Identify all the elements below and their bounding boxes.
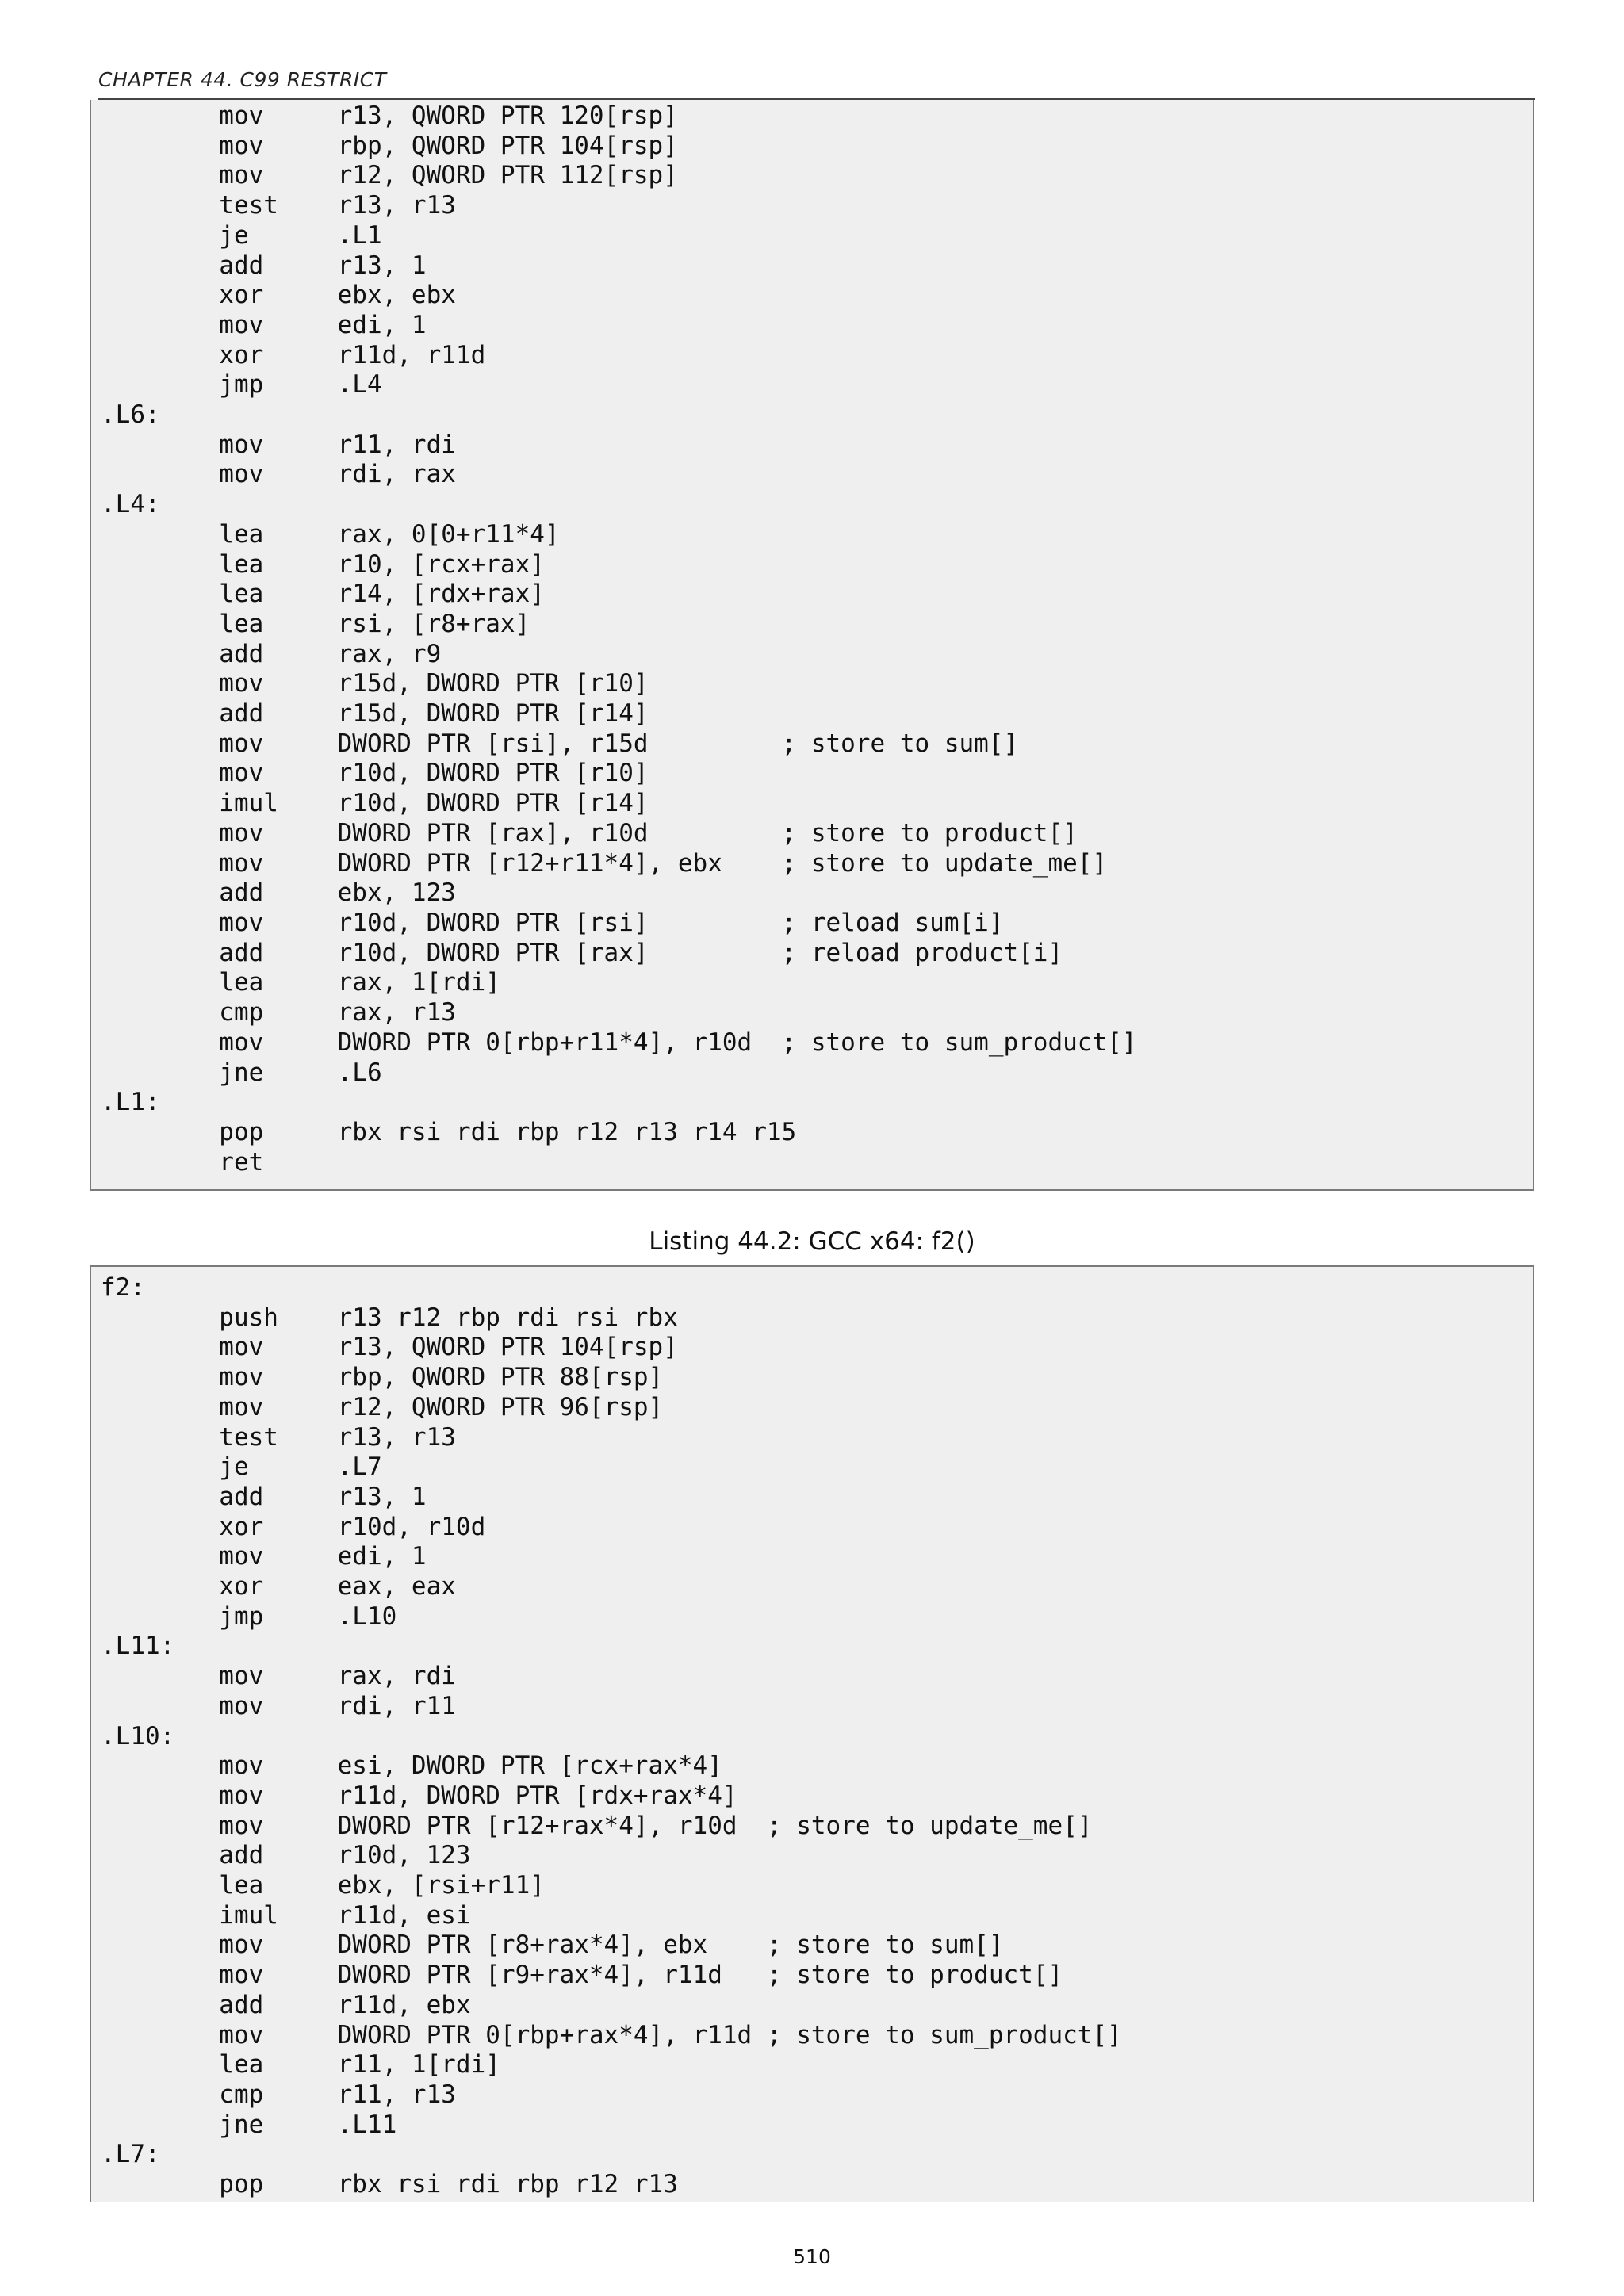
code-line: lea rax, 1[rdi]: [101, 968, 500, 997]
code-line: add r15d, DWORD PTR [r14]: [101, 699, 649, 729]
code-line: .L6:: [101, 400, 160, 430]
code-line: lea rax, 0[0+r11*4]: [101, 519, 560, 549]
code-line: cmp rax, r13: [101, 998, 456, 1027]
code-line: xor ebx, ebx: [101, 281, 456, 310]
code-line: jmp .L10: [101, 1601, 397, 1631]
code-line: xor eax, eax: [101, 1572, 456, 1601]
code-line: mov rbp, QWORD PTR 88[rsp]: [101, 1363, 664, 1392]
code-line: lea r11, 1[rdi]: [101, 2050, 500, 2080]
code-line: mov esi, DWORD PTR [rcx+rax*4]: [101, 1751, 722, 1781]
code-line: add r10d, DWORD PTR [rax] ; reload product[i]: [101, 938, 1063, 967]
code-line: jne .L6: [101, 1058, 382, 1087]
code-line: test r13, r13: [101, 191, 456, 220]
code-line: mov rbp, QWORD PTR 104[rsp]: [101, 131, 678, 160]
code-line: add r10d, 123: [101, 1841, 471, 1870]
code-line: mov rdi, r11: [101, 1691, 456, 1720]
code-line: lea ebx, [rsi+r11]: [101, 1871, 545, 1900]
code-line: pop rbx rsi rdi rbp r12 r13: [101, 2170, 678, 2199]
code-line: mov r12, QWORD PTR 96[rsp]: [101, 1392, 664, 1422]
code-line: mov edi, 1: [101, 1542, 427, 1571]
code-line: mov r11, rdi: [101, 430, 456, 459]
code-line: mov DWORD PTR 0[rbp+r11*4], r10d ; store to sum_product[]: [101, 1027, 1137, 1057]
code-line: test r13, r13: [101, 1422, 456, 1452]
code-line: xor r11d, r11d: [101, 340, 486, 369]
code-line: mov edi, 1: [101, 310, 427, 339]
code-listing-f2: [90, 1265, 1534, 2202]
code-line: add r11d, ebx: [101, 1990, 471, 2019]
code-line: f2:: [101, 1273, 145, 1302]
code-line: .L1:: [101, 1088, 160, 1117]
code-line: .L7:: [101, 2140, 160, 2169]
code-line: push r13 r12 rbp rdi rsi rbx: [101, 1303, 678, 1332]
chapter-header: CHAPTER 44. C99 RESTRICT: [98, 68, 387, 91]
code-line: xor r10d, r10d: [101, 1512, 486, 1541]
code-line: lea r14, [rdx+rax]: [101, 580, 545, 609]
listing-caption: Listing 44.2: GCC x64: f2(): [649, 1227, 975, 1256]
code-line: .L10:: [101, 1721, 175, 1751]
code-line: add r13, 1: [101, 1482, 427, 1511]
code-line: jne .L11: [101, 2110, 397, 2139]
code-line: mov rdi, rax: [101, 460, 456, 489]
code-line: mov DWORD PTR 0[rbp+rax*4], r11d ; store to sum_product[]: [101, 2020, 1122, 2049]
code-line: mov DWORD PTR [r9+rax*4], r11d ; store to product[]: [101, 1961, 1063, 1990]
code-line: lea rsi, [r8+rax]: [101, 609, 530, 638]
code-line: mov r12, QWORD PTR 112[rsp]: [101, 161, 678, 190]
code-line: lea r10, [rcx+rax]: [101, 549, 545, 579]
code-line: pop rbx rsi rdi rbp r12 r13 r14 r15: [101, 1117, 797, 1146]
code-line: .L4:: [101, 490, 160, 519]
code-line: mov DWORD PTR [r8+rax*4], ebx ; store to sum[]: [101, 1931, 1004, 1960]
code-line: mov r10d, DWORD PTR [rsi] ; reload sum[i]: [101, 908, 1004, 937]
code-line: imul r11d, esi: [101, 1900, 471, 1930]
code-line: mov r11d, DWORD PTR [rdx+rax*4]: [101, 1781, 737, 1810]
code-line: mov r15d, DWORD PTR [r10]: [101, 669, 649, 698]
code-line: jmp .L4: [101, 370, 382, 400]
code-line: je .L1: [101, 220, 382, 250]
code-block: [91, 100, 1533, 1177]
code-line: imul r10d, DWORD PTR [r14]: [101, 789, 649, 818]
code-line: add ebx, 123: [101, 878, 456, 908]
code-line: mov r10d, DWORD PTR [r10]: [101, 759, 649, 788]
code-line: mov r13, QWORD PTR 104[rsp]: [101, 1333, 678, 1362]
code-line: mov DWORD PTR [rsi], r15d ; store to sum[]: [101, 729, 1019, 758]
code-line: add rax, r9: [101, 639, 442, 668]
code-line: ret: [101, 1147, 264, 1177]
code-block: [91, 1267, 1533, 2200]
page-number: 510: [793, 2245, 831, 2268]
code-line: cmp r11, r13: [101, 2080, 456, 2109]
code-line: add r13, 1: [101, 251, 427, 280]
code-line: mov DWORD PTR [r12+rax*4], r10d ; store to update_me[]: [101, 1811, 1093, 1840]
code-line: mov DWORD PTR [rax], r10d ; store to product[]: [101, 818, 1078, 848]
code-listing-top: [90, 100, 1534, 1191]
code-line: mov r13, QWORD PTR 120[rsp]: [101, 101, 678, 130]
code-line: je .L7: [101, 1452, 382, 1482]
code-line: mov DWORD PTR [r12+r11*4], ebx ; store to update_me[]: [101, 848, 1108, 878]
code-line: .L11:: [101, 1632, 175, 1661]
code-line: mov rax, rdi: [101, 1662, 456, 1691]
